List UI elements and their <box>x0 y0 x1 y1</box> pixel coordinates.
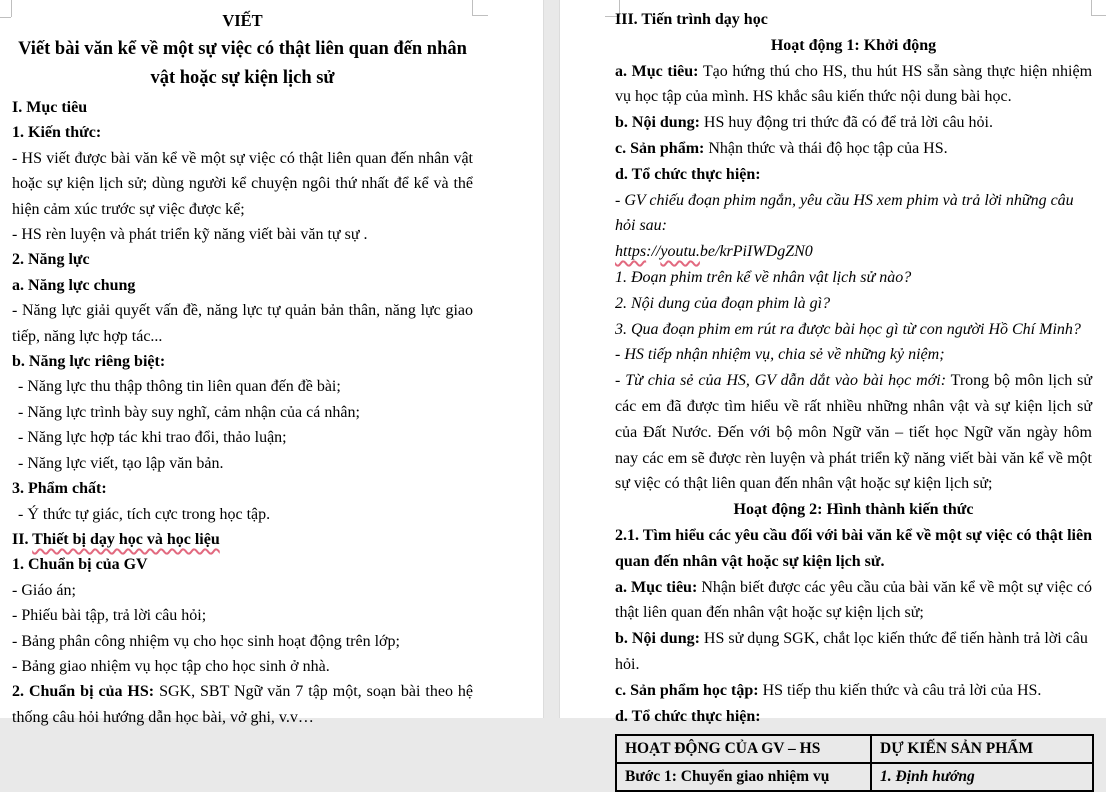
paragraph-text: SGK, SBT Ngữ văn 7 tập một, soạn bài theo hệ thống câu hỏi hướng dẫn học bài, vở ghi, v.v… <box>12 683 474 726</box>
list-item: - Bảng giao nhiệm vụ học tập cho học sinh ở nhà. <box>12 657 330 675</box>
table-header-du-kien: DỰ KIẾN SẢN PHẨM <box>871 735 1093 763</box>
heading-hoat-dong-2: Hoạt động 2: Hình thành kiến thức <box>733 501 974 519</box>
paragraph-text: Tạo hứng thú cho HS, thu hút HS sẵn sàng thực hiện nhiệm vụ học tập của mình. HS khắc sâu kiến thức nội dung bài học. <box>615 62 1093 106</box>
heading-chuan-bi-hs: 2. Chuẩn bị của HS: <box>12 683 155 701</box>
table-cell-buoc-1: Bước 1: Chuyển giao nhiệm vụ <box>616 763 871 791</box>
lead-label: b. Nội dung: <box>615 114 700 132</box>
url-text: :// <box>646 243 661 261</box>
list-item: - Năng lực viết, tạo lập văn bản. <box>18 454 224 472</box>
list-item: - Năng lực trình bày suy nghĩ, cảm nhận của cá nhân; <box>18 403 360 421</box>
table-cell-dinh-huong: 1. Định hướng <box>871 763 1093 791</box>
text-boundary-mark <box>0 17 11 18</box>
lead-label: b. Nội dung: <box>615 630 700 648</box>
table-header-gv-hs: HOẠT ĐỘNG CỦA GV – HS <box>616 735 871 763</box>
list-item: - Phiếu bài tập, trả lời câu hỏi; <box>12 607 207 625</box>
paragraph-italic: - HS tiếp nhận nhiệm vụ, chia sẻ về những kỷ niệm; <box>615 346 945 364</box>
paragraph: - HS viết được bài văn kể về một sự việc có thật liên quan đến nhân vật hoặc sự kiện lịch sử; dùng người kể chuyện ngôi thứ nhất để kể và thể hiện cảm xúc trước sự việc được kể; <box>12 149 473 218</box>
heading-nang-luc-chung: a. Năng lực chung <box>12 276 136 294</box>
lead-label: c. Sản phẩm học tập: <box>615 681 759 699</box>
paragraph <box>615 59 1092 111</box>
paragraph <box>615 368 1092 497</box>
question-item: 3. Qua đoạn phim em rút ra được bài học gì từ con người Hồ Chí Minh? <box>615 320 1081 338</box>
lead-label: c. Sản phẩm: <box>615 139 705 157</box>
heading-muc-tieu: I. Mục tiêu <box>12 99 88 116</box>
paragraph-text: Nhận biết được các yêu cầu của bài văn kể về một sự việc có thật liên quan đến nhân vật hoặc sự kiện lịch sử; <box>615 578 1093 622</box>
paragraph-text: Nhận thức và thái độ học tập của HS. <box>704 139 948 157</box>
table-row <box>616 763 1093 791</box>
heading-tien-trinh: III. Tiến trình dạy học <box>615 11 768 28</box>
question-item: 1. Đoạn phim trên kể về nhân vật lịch sử nào? <box>615 268 912 286</box>
table-header-row <box>616 735 1093 763</box>
page-left-text-area <box>12 7 473 730</box>
paragraph: - Năng lực giải quyết vấn đề, năng lực tự quản bản thân, năng lực giao tiếp, năng lực hợp tác... <box>12 302 473 345</box>
paragraph-text: Trong bộ môn lịch sử các em đã được tìm hiểu về rất nhiều những nhân vật và sự kiện lịch sử của Đất Nước. Đến với bộ môn Ngữ văn – tiết học Ngữ văn ngày hôm nay các em sẽ được rèn luyện và phát triển kỹ năng viết bài văn kể về một sự việc có thật liên quan đến nhân vật hoặc sự kiện lịch sử; <box>615 372 1093 493</box>
paragraph <box>615 678 1092 704</box>
paragraph-text: HS tiếp thu kiến thức và câu trả lời của HS. <box>758 681 1042 699</box>
heading-nang-luc: 2. Năng lực <box>12 251 90 269</box>
lead-italic: - Từ chia sẻ của HS, GV dẫn dắt vào bài học mới: <box>615 372 947 390</box>
heading-2-1: 2.1. Tìm hiểu các yêu cầu đối với bài văn kể về một sự việc có thật liên quan đến nhân vật hoặc sự kiện lịch sử. <box>615 526 1092 570</box>
heading-kien-thuc: 1. Kiến thức: <box>12 124 102 142</box>
list-item: - Giáo án; <box>12 581 76 599</box>
heading-to-chuc-2: d. Tổ chức thực hiện: <box>615 707 761 725</box>
list-item: - Năng lực thu thập thông tin liên quan đến đề bài; <box>18 378 341 396</box>
spellcheck-flagged-text: https <box>615 243 647 261</box>
lead-label: a. Mục tiêu: <box>615 62 699 80</box>
paragraph-italic: - GV chiếu đoạn phim ngắn, yêu cầu HS xem phim và trả lời những câu hỏi sau: <box>615 191 1074 235</box>
document-title: Viết bài văn kể về một sự việc có thật liên quan đến nhân vật hoặc sự kiện lịch sử <box>18 39 467 88</box>
spellcheck-flagged-text: youtu. <box>660 243 700 261</box>
text-boundary-mark <box>1091 15 1106 16</box>
heading-pham-chat: 3. Phẩm chất: <box>12 480 107 498</box>
heading-to-chuc-1: d. Tổ chức thực hiện: <box>615 165 761 183</box>
heading-thiet-bi <box>12 527 473 552</box>
paragraph-text: HS huy động tri thức đã có để trả lời câu hỏi. <box>699 114 993 132</box>
list-item: - Ý thức tự giác, tích cực trong học tập. <box>18 505 271 523</box>
heading-nang-luc-rieng: b. Năng lực riêng biệt: <box>12 353 166 371</box>
spellcheck-flagged-text: Thiết bị dạy học và học liệu <box>32 530 220 548</box>
url-text: be/krPiIWDgZN0 <box>699 243 813 261</box>
list-item: - Năng lực hợp tác khi trao đổi, thảo luận; <box>18 429 287 447</box>
video-url <box>615 239 1092 265</box>
paragraph <box>615 136 1092 162</box>
paragraph <box>615 626 1092 678</box>
page-right-text-area <box>615 7 1092 792</box>
document-page-right[interactable] <box>559 0 1106 786</box>
list-item: - Bảng phân công nhiệm vụ cho học sinh hoạt động trên lớp; <box>12 632 400 650</box>
document-page-left[interactable] <box>0 0 544 726</box>
text-boundary-mark <box>472 15 488 16</box>
paragraph <box>615 575 1092 627</box>
activity-table <box>615 734 1094 792</box>
heading-hoat-dong-1: Hoạt động 1: Khởi động <box>770 36 937 54</box>
heading-number: II. <box>12 530 33 548</box>
paragraph <box>12 679 473 730</box>
heading-chuan-bi-gv: 1. Chuẩn bị của GV <box>12 556 148 574</box>
paragraph-text: HS sử dụng SGK, chắt lọc kiến thức để tiến hành trả lời câu hỏi. <box>615 630 1088 673</box>
lead-label: a. Mục tiêu: <box>615 578 698 596</box>
question-item: 2. Nội dung của đoạn phim là gì? <box>615 294 831 312</box>
section-kicker: VIẾT <box>222 11 263 30</box>
paragraph: - HS rèn luyện và phát triển kỹ năng viết bài văn tự sự . <box>12 226 368 244</box>
paragraph <box>615 110 1092 136</box>
